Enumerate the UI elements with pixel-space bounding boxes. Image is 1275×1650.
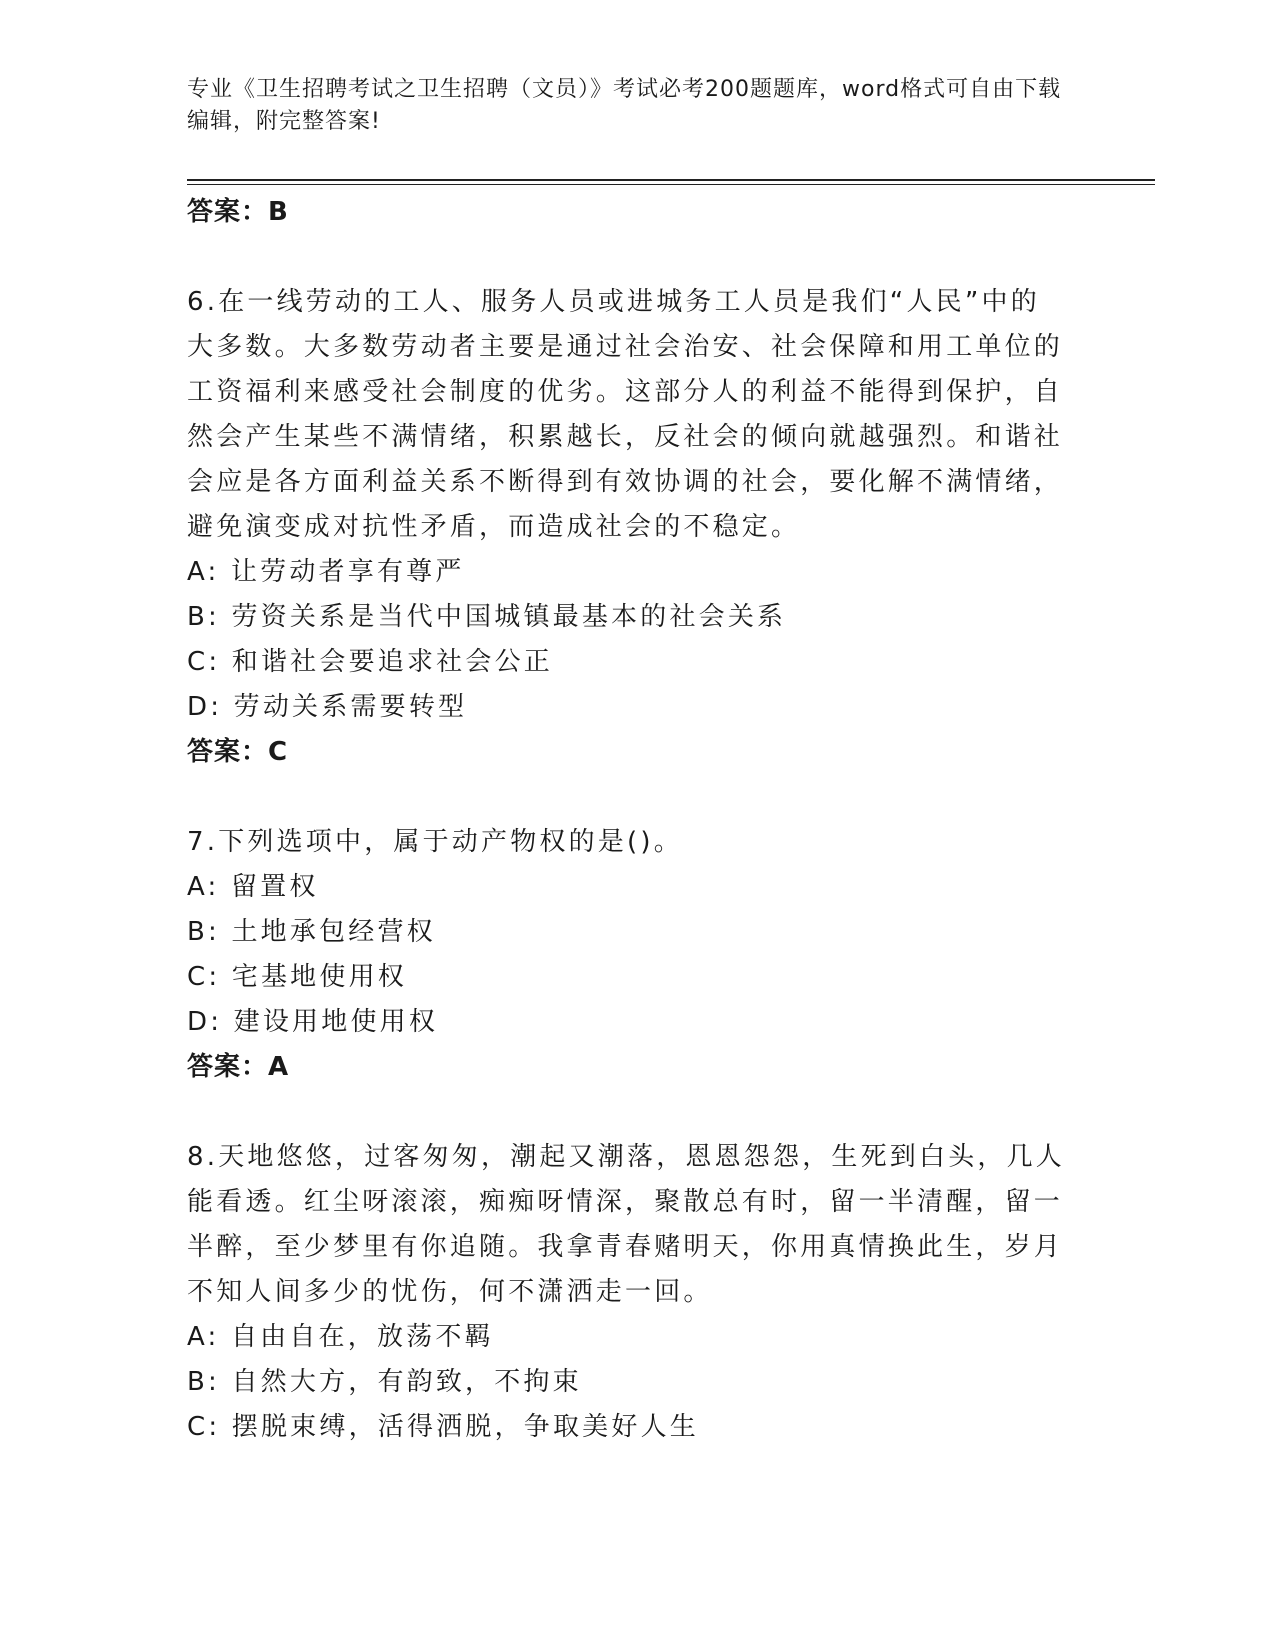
header-divider-thin <box>187 184 1155 185</box>
question-block-7 <box>187 820 1067 1089</box>
option-b: B: 自然大方，有韵致，不拘束 <box>187 1367 582 1397</box>
option-a: A: 自由自在，放荡不羁 <box>187 1322 494 1352</box>
answer-line: 答案：C <box>187 737 289 767</box>
document-header: 专业《卫生招聘考试之卫生招聘（文员）》考试必考200题题库，word格式可自由下载编辑，附完整答案! <box>187 77 1062 134</box>
header-divider-thick <box>187 179 1155 181</box>
option-c: C: 和谐社会要追求社会公正 <box>187 647 553 677</box>
question-text: 8.天地悠悠，过客匆匆，潮起又潮落，恩恩怨怨，生死到白头，几人能看透。红尘呀滚滚，痴痴呀情深，聚散总有时，留一半清醒，留一半醉，至少梦里有你追随。我拿青春赌明天，你用真情换此生，岁月不知人间多少的忧伤，何不潇洒走一回。 <box>187 1142 1066 1307</box>
option-a: A: 留置权 <box>187 872 319 902</box>
option-b: B: 土地承包经营权 <box>187 917 436 947</box>
question-list <box>187 190 1067 1450</box>
question-block-6 <box>187 280 1067 774</box>
option-b: B: 劳资关系是当代中国城镇最基本的社会关系 <box>187 602 787 632</box>
answer-line: 答案：A <box>187 1052 290 1082</box>
option-d: D: 劳动关系需要转型 <box>187 692 468 722</box>
option-d: D: 建设用地使用权 <box>187 1007 439 1037</box>
question-text: 6.在一线劳动的工人、服务人员或进城务工人员是我们“人民”中的大多数。大多数劳动者主要是通过社会治安、社会保障和用工单位的工资福利来感受社会制度的优劣。这部分人的利益不能得到保护，自然会产生某些不满情绪，积累越长，反社会的倾向就越强烈。和谐社会应是各方面利益关系不断得到有效协调的社会，要化解不满情绪，避免演变成对抗性矛盾，而造成社会的不稳定。 <box>187 287 1064 542</box>
option-c: C: 宅基地使用权 <box>187 962 407 992</box>
question-block-8 <box>187 1135 1067 1450</box>
option-c: C: 摆脱束缚，活得洒脱，争取美好人生 <box>187 1412 699 1442</box>
answer-line: 答案：B <box>187 197 289 227</box>
question-text: 7.下列选项中，属于动产物权的是()。 <box>187 827 683 857</box>
option-a: A: 让劳动者享有尊严 <box>187 557 465 587</box>
